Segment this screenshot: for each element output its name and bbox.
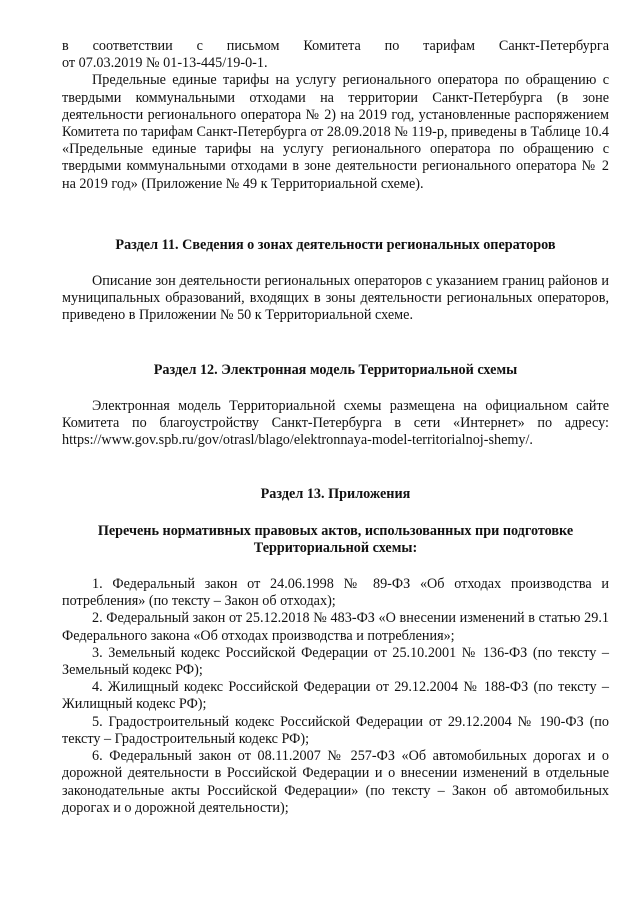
intro-line-1: в соответствии с письмом Комитета по тарифам Санкт-Петербурга [62, 38, 609, 54]
legal-act-item-6: 6. Федеральный закон от 08.11.2007 № 257-ФЗ «Об автомобильных дорогах и о дорожной деятельности в Российской Федерации и о внесении изменений в отдельные законодательные акты Российской Федерации» (по тексту – Закон об автомобильных дорогах и о дорожной деятельности); [62, 748, 609, 816]
legal-act-item-2: 2. Федеральный закон от 25.12.2018 № 483-ФЗ «О внесении изменений в статью 29.1 Федерального закона «Об отходах производства и потребления»; [62, 610, 609, 644]
legal-act-item-3: 3. Земельный кодекс Российской Федерации от 25.10.2001 № 136-ФЗ (по тексту – Земельный кодекс РФ); [62, 644, 609, 679]
legal-acts-subtitle-line-2: Территориальной схемы: [253, 539, 418, 556]
legal-acts-subtitle-line-1: Перечень нормативных правовых актов, использованных при подготовке [97, 522, 574, 539]
legal-act-item-4: 4. Жилищный кодекс Российской Федерации от 29.12.2004 № 188-ФЗ (по тексту – Жилищный кодекс РФ); [62, 679, 609, 713]
section-13-heading: Раздел 13. Приложения [260, 486, 411, 503]
section-11-text: Описание зон деятельности региональных операторов с указанием границ районов и муниципальных образований, входящих в зоны деятельности региональных операторов, приведено в Приложении № 50 к Территориальной схеме. [62, 273, 609, 324]
section-12-heading: Раздел 12. Электронная модель Территориальной схемы [153, 361, 518, 378]
intro-tariff-paragraph: Предельные единые тарифы на услугу регионального оператора по обращению с твердыми коммунальными отходами на территории Санкт-Петербурга (в зоне деятельности регионального оператора № 2) на 2019 год, установленные распоряжением Комитета по тарифам Санкт-Петербурга от 28.09.2018 № 119-р, приведены в Таблице 10.4 «Предельные единые тарифы на услугу регионального оператора по обращению с твердыми коммунальными отходами в зоне деятельности регионального оператора № 2 на 2019 год» (Приложение № 49 к Территориальной схеме). [62, 72, 609, 192]
section-11-heading: Раздел 11. Сведения о зонах деятельности региональных операторов [115, 236, 556, 253]
legal-act-item-5: 5. Градостроительный кодекс Российской Федерации от 29.12.2004 № 190-ФЗ (по тексту – Градостроительный кодекс РФ); [62, 713, 609, 747]
intro-line-2: от 07.03.2019 № 01-13-445/19-0-1. [62, 55, 268, 72]
section-12-text: Электронная модель Территориальной схемы размещена на официальном сайте Комитета по благоустройству Санкт-Петербурга в сети «Интернет» по адресу: https://www.gov.spb.ru/gov/otrasl/blago/elektronnaya-model-territorialnoj-shemy/. [62, 397, 609, 449]
legal-act-item-1: 1. Федеральный закон от 24.06.1998 № 89-ФЗ «Об отходах производства и потребления» (по тексту – Закон об отходах); [62, 576, 609, 610]
